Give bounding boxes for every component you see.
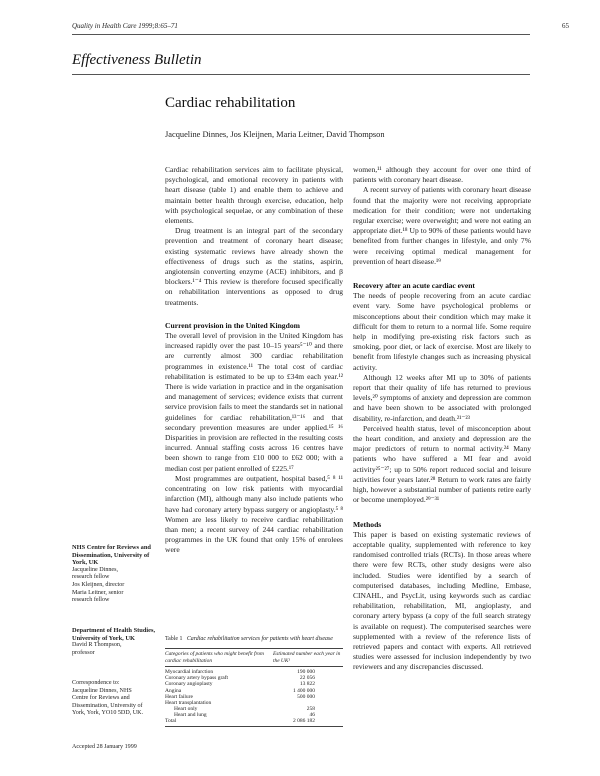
table-cell: 2 086 182 xyxy=(273,718,343,727)
methods-paragraph: This paper is based on existing systematic reviews of acceptable quality, supplemented with reference to key randomised controlled trials (RCTs). In those areas where there were few RCTs, other study designs were also included. Studies were identified by a search of computerised databases, including Medline, Embase, CINAHL, and PsycLit, using keywords such as cardiac rehabilitation, rehabilitation, MI, angioplasty, and coronary artery bypass (a copy of the full search strategy is available on request). The computerised searches were supplemented with a review of the reference lists of retrieved papers and contact with experts. All retrieved studies were assessed for inclusion independently by two reviewers and any discrepancies discussed. xyxy=(353,529,531,672)
heading-recovery: Recovery after an acute cardiac event xyxy=(353,281,475,291)
recovery-paragraph-2: Although 12 weeks after MI up to 30% of patients report that their quality of life has returned to previous levels,²⁰ symptoms of anxiety and depression are common and have been shown to be associated with prolonged disability, re-infarction, and death.²¹⁻²³ xyxy=(353,372,531,423)
table-cell: 500 000 xyxy=(297,693,315,700)
heading-current-provision: Current provision in the United Kingdom xyxy=(165,320,300,330)
table-cell: 258 xyxy=(306,705,315,712)
table-cell: Myocardial infarction xyxy=(165,669,214,676)
table-cell: 46 xyxy=(309,711,315,718)
table-cell: 190 000 xyxy=(297,669,315,676)
affiliation-block-2 xyxy=(72,627,160,657)
recovery-paragraph-1: The needs of people recovering from an acute cardiac event vary. Some have psychological problems or misconceptions about their condition which may make it difficult for them to return to a normal life. Some require help in modifying pre-existing risk factors such as smoking, poor diet, or lack of exercise. Most are likely to benefit from lifestyle changes such as increasing physical activity. xyxy=(353,291,531,372)
table-cell: Total xyxy=(165,718,273,727)
journal-citation: Quality in Health Care 1999;8:65–71 xyxy=(72,22,178,30)
correspondence-line: Correspondence to: xyxy=(72,680,120,686)
table-header-row xyxy=(165,649,343,667)
affiliation-1-line: Jos Kleijnen, director xyxy=(72,581,125,588)
table-caption-text: Cardiac rehabilitation services for patients with heart disease xyxy=(186,636,333,642)
intro-paragraph-1: Cardiac rehabilitation services aim to facilitate physical, psychological, and emotional recovery in patients with heart disease (table 1) and enable them to achieve and maintain better health through exercise, education, help with psychological sequelae, or any combination of these elements. xyxy=(165,165,343,226)
table-col-header: Categories of patients who might benefit from cardiac rehabilitation xyxy=(165,649,273,667)
heading-methods: Methods xyxy=(353,519,382,529)
correspondence-block xyxy=(72,680,160,718)
left-column xyxy=(165,165,343,556)
affiliation-2-line: David R Thompson, xyxy=(72,642,122,649)
table-cell: Coronary angioplasty xyxy=(165,681,213,688)
affiliation-1-name: NHS Centre for Reviews and Dissemination, University of York, UK xyxy=(72,544,151,567)
table-grid xyxy=(165,648,343,727)
current-paragraph-1: The overall level of provision in the United Kingdom has increased rapidly over the past 10–15 years⁵⁻¹⁰ and there are currently almost 300 cardiac rehabilitation programmes in existence.¹¹ The total cost of cardiac rehabilitation is estimated to be up to £34m each year.¹² There is wide variation in practice and in the organisation and management of services; evidence exists that current service provision fails to meet the standards set in national guidelines for cardiac rehabilitation,¹³⁻¹⁶ and that secondary prevention measures are under applied.¹⁵ ¹⁶ Disparities in provision are reflected in the resulting costs incurred. Annual staffing costs across 16 centres have been shown to range from £10 000 to £62 000; with a median cost per patient enrolled of £225.¹⁷ xyxy=(165,331,343,473)
right-column xyxy=(353,165,531,673)
header-rule xyxy=(72,34,530,35)
table-cell: Heart transplantation xyxy=(165,699,212,706)
recovery-paragraph-3: Perceived health status, level of misconception about the heart condition, and anxiety and depression are the major predictors of return to normal activity.²⁴ Many patients who have suffered a MI fear and avoid activity²⁵⁻²⁷; up to 50% report reduced social and leisure activities four years later.²⁸ Return to work rates are fairly high, however a substantial number of patients retire early or become unemployed.²⁹⁻³¹ xyxy=(353,423,531,505)
affiliation-1-line: Maria Leitner, senior xyxy=(72,589,124,596)
table-1 xyxy=(165,636,343,727)
table-row-total xyxy=(165,718,343,727)
affiliation-1-line: Jacqueline Dinnes, xyxy=(72,566,119,573)
table-col-header: Estimated number each year in the UK¹ xyxy=(273,649,343,667)
table-cell: Heart only xyxy=(174,705,198,712)
section-rule xyxy=(72,74,530,75)
affiliation-block-1 xyxy=(72,544,160,605)
affiliation-2-name: Department of Health Studies, University of York, UK xyxy=(72,627,156,642)
page-number: 65 xyxy=(562,22,569,30)
correspondence-line: Dissemination, University of xyxy=(72,702,143,709)
correspondence-line: Jacqueline Dinnes, NHS xyxy=(72,687,132,694)
article-title: Cardiac rehabilitation xyxy=(165,95,296,111)
table-cell: Heart and lung xyxy=(174,711,207,718)
article-authors: Jacqueline Dinnes, Jos Kleijnen, Maria Leitner, David Thompson xyxy=(165,130,385,139)
survey-paragraph: A recent survey of patients with coronary heart disease found that the majority were not receiving appropriate medication for their condition; were not undertaking regular exercise; were overweight; and were not eating an appropriate diet.¹⁸ Up to 90% of these patients would have benefited from further changes in lifestyle, and only 7% were receiving optimal medical management for prevention of heart disease.¹⁹ xyxy=(353,185,531,266)
current-paragraph-2: Most programmes are outpatient, hospital based,⁵ ⁸ ¹¹ concentrating on low risk patients with myocardial infarction (MI), although many also include patients who have had coronary artery bypass surgery or angioplasty.⁵ ⁸ Women are less likely to receive cardiac rehabilitation than men; a recent survey of 244 cardiac rehabilitation programmes in the UK found that only 15% of enrolees were xyxy=(165,473,343,555)
section-title: Effectiveness Bulletin xyxy=(72,52,202,68)
correspondence-line: Centre for Reviews and xyxy=(72,695,130,702)
table-cell: Angina xyxy=(165,687,182,694)
accepted-date: Accepted 28 January 1999 xyxy=(72,744,137,750)
table-cell: 13 822 xyxy=(299,681,315,688)
table-label: Table 1 xyxy=(165,636,183,642)
table-cell: 22 056 xyxy=(299,675,315,682)
affiliation-1-line: research fellow xyxy=(72,574,110,581)
continued-paragraph: women,¹¹ although they account for over one third of patients with coronary heart disease. xyxy=(353,165,531,185)
affiliation-2-line: professor xyxy=(72,649,95,656)
table-cell: Coronary artery bypass graft xyxy=(165,675,229,682)
table-cell: Heart failure xyxy=(165,693,193,700)
affiliation-1-line: research fellow xyxy=(72,597,110,604)
table-cell: 1 400 000 xyxy=(293,687,315,694)
intro-paragraph-2: Drug treatment is an integral part of the secondary prevention and treatment of coronary heart disease; existing systematic reviews have already shown the effectiveness of drugs such as the statins, aspirin, angiotensin converting enzyme (ACE) inhibitors, and β blockers.¹⁻⁴ This review is therefore focused specifically on rehabilitation interventions as opposed to drug treatments. xyxy=(165,226,343,307)
correspondence-line: York, York, YO10 5DD, UK. xyxy=(72,710,144,717)
table-caption xyxy=(165,636,343,643)
